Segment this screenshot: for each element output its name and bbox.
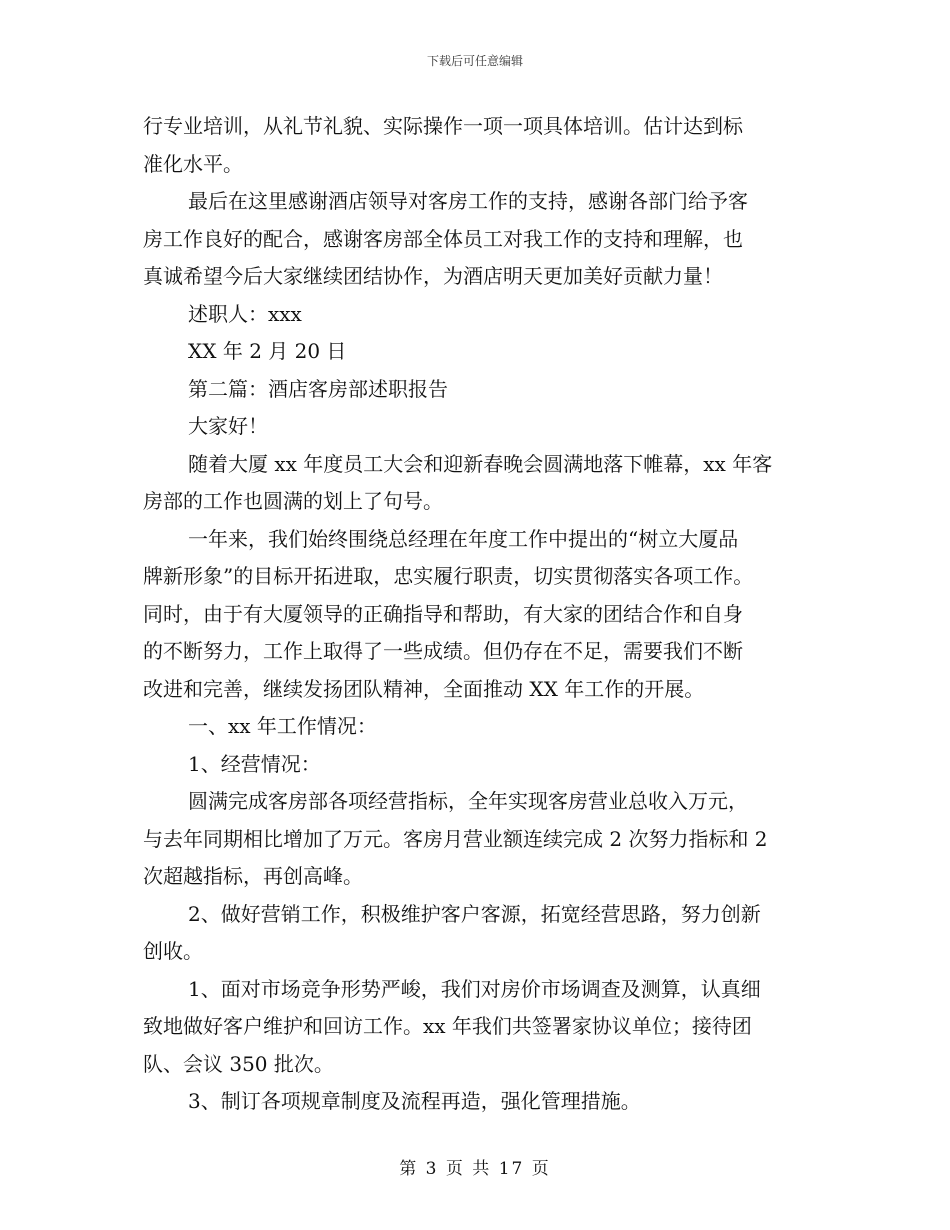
text-line: 队、会议 350 批次。 [143,1051,334,1076]
text-line: 第二篇：酒店客房部述职报告 [188,376,448,401]
text-line: 致地做好客户维护和回访工作。xx 年我们共签署家协议单位；接待团 [143,1014,752,1038]
text-line: 牌新形象”的目标开拓进取，忠实履行职责，切实贯彻落实各项工作。 [143,564,754,588]
text-line: 行专业培训，从礼节礼貌、实际操作一项一项具体培训。估计达到标 [143,114,743,138]
text-line: 述职人：xxx [188,301,302,326]
text-line: 圆满完成客房部各项经营指标，全年实现客房营业总收入万元， [188,789,748,813]
text-line: 大家好！ [188,414,268,438]
text-line: 1、经营情况： [188,751,321,776]
text-line: 一年来，我们始终围绕总经理在年度工作中提出的“树立大厦品 [188,526,739,551]
text-line: 准化水平。 [143,151,243,176]
text-line: 同时，由于有大厦领导的正确指导和帮助，有大家的团结合作和自身 [143,601,743,626]
text-line: 最后在这里感谢酒店领导对客房工作的支持，感谢各部门给予客 [188,189,748,213]
text-line: 与去年同期相比增加了万元。客房月营业额连续完成 2 次努力指标和 2 [143,826,768,851]
text-line: 的不断努力，工作上取得了一些成绩。但仍存在不足，需要我们不断 [143,639,743,663]
text-line: 随着大厦 xx 年度员工大会和迎新春晚会圆满地落下帷幕，xx 年客 [188,451,773,476]
text-line: 房工作良好的配合，感谢客房部全体员工对我工作的支持和理解，也 [143,226,743,251]
text-line: 一、xx 年工作情况： [188,714,377,738]
text-line: 2、做好营销工作，积极维护客户客源，拓宽经营思路，努力创新 [188,901,761,926]
text-line: 1、面对市场竞争形势严峻，我们对房价市场调查及测算，认真细 [188,976,761,1001]
text-line: 真诚希望今后大家继续团结协作，为酒店明天更加美好贡献力量！ [143,264,723,288]
text-line: 3、制订各项规章制度及流程再造，强化管理措施。 [188,1089,641,1113]
text-line: 房部的工作也圆满的划上了句号。 [143,489,443,513]
document-body [143,108,813,1121]
text-line: 创收。 [143,939,203,963]
page-number: 第 3 页 共 17 页 [399,1159,551,1179]
text-line: 改进和完善，继续发扬团队精神，全面推动 XX 年工作的开展。 [143,676,705,701]
text-line: XX 年 2 月 20 日 [188,339,347,363]
page-header: 下载后可任意编辑 [426,54,523,68]
text-line: 次超越指标，再创高峰。 [143,864,363,888]
